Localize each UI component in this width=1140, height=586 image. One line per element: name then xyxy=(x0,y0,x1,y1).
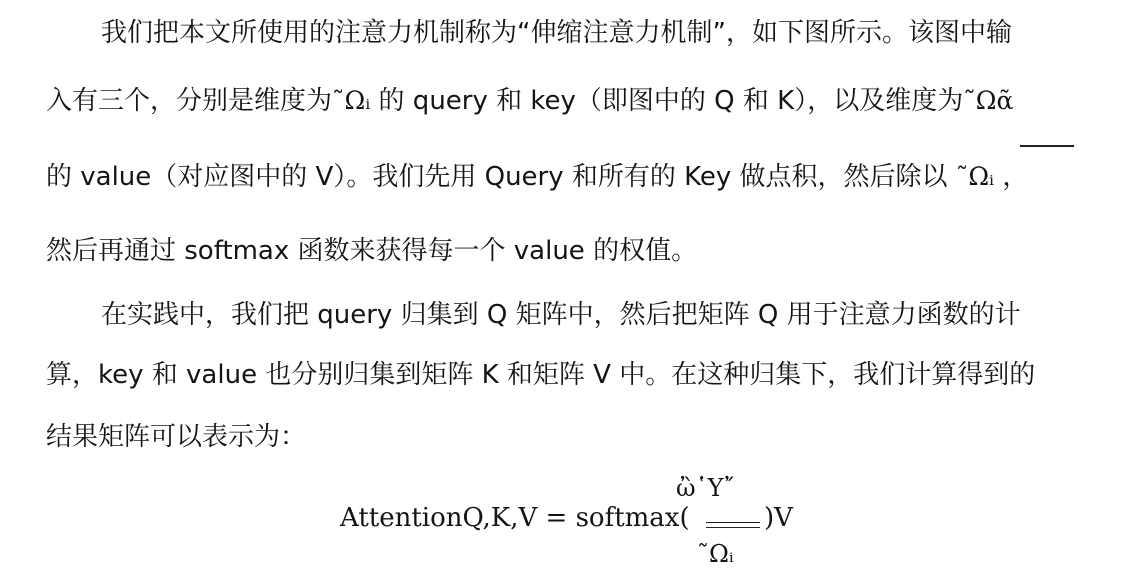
fraction-rule-top xyxy=(706,522,760,523)
dimension-symbol-query-key: ῀Ωᵢ xyxy=(332,86,371,115)
paragraph-1-line-2 xyxy=(46,84,1013,118)
square-root-overbar xyxy=(1020,145,1074,147)
formula-left-side: AttentionQ,K,V = softmax( xyxy=(340,503,690,533)
formula-denominator: ῀Ωᵢ xyxy=(697,540,734,568)
paragraph-2-line-1: 在实践中，我们把 query 归集到 Q 矩阵中，然后把矩阵 Q 用于注意力函数的计 xyxy=(101,300,1021,330)
paragraph-2-line-3: 结果矩阵可以表示为： xyxy=(46,422,307,452)
paragraph-2-line-2: 算，key 和 value 也分别归集到矩阵 K 和矩阵 V 中。在这种归集下，我们计算得到的 xyxy=(46,360,1036,390)
paragraph-1-line-3-text-a: 的 value（对应图中的 V）。我们先用 Query 和所有的 Key 做点积，然后除以 xyxy=(46,162,956,192)
paragraph-1-line-2-text-b: 的 query 和 key（即图中的 Q 和 K），以及维度为 xyxy=(370,86,964,116)
paragraph-1-line-4: 然后再通过 softmax 函数来获得每一个 value 的权值。 xyxy=(46,236,698,266)
paragraph-1-line-3 xyxy=(46,160,1028,194)
paragraph-1-line-1: 我们把本文所使用的注意力机制称为“伸缩注意力机制”，如下图所示。该图中输 xyxy=(101,18,1012,48)
attention-formula xyxy=(340,470,810,586)
formula-numerator: ὢ῾Υ῎ xyxy=(676,474,736,502)
formula-right-side: )V xyxy=(764,503,793,533)
paragraph-1-line-2-text-a: 入有三个，分别是维度为 xyxy=(46,86,333,116)
fraction-rule-bottom xyxy=(706,527,760,528)
scaling-symbol: ῀Ωᵢ xyxy=(955,162,995,191)
dimension-symbol-value: ῀Ωᾶ xyxy=(963,86,1014,115)
paragraph-1-line-3-text-b: ， xyxy=(994,162,1029,192)
